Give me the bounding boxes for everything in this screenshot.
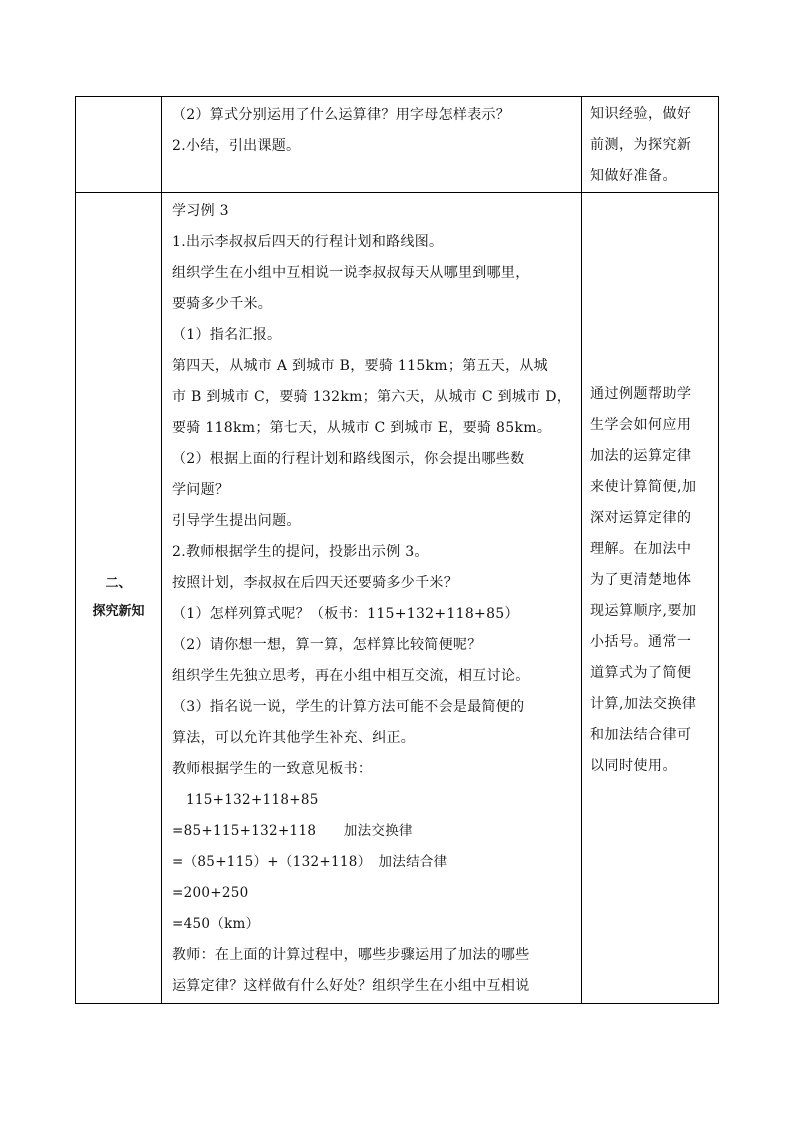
- calculation-line: =200+250: [172, 885, 249, 901]
- calculation-line: 115+132+118+85: [186, 792, 319, 808]
- calculation-line: =85+115+132+118 加法交换律: [172, 823, 413, 839]
- intent-line: 加法的运算定律: [590, 448, 692, 464]
- table-row-intro: [76, 97, 719, 193]
- calculation-line: =（85+115）+（132+118） 加法结合律: [172, 854, 448, 870]
- content-line: 算法，可以允许其他学生补充、纠正。: [172, 730, 416, 746]
- content-line: 市 B 到城市 C，要骑 132km；第六天，从城市 C 到城市 D，: [172, 389, 572, 405]
- content-line: 组织学生先独立思考，再在小组中相互交流，相互讨论。: [172, 668, 530, 684]
- intent-line: 现运算顺序,要加: [590, 603, 697, 619]
- intent-line: 计算,加法交换律: [590, 696, 697, 712]
- content-line: 按照计划，李叔叔在后四天还要骑多少千米？: [172, 575, 458, 591]
- intent-line: 理解。在加法中: [590, 541, 692, 557]
- intent-cell-explore: [582, 193, 719, 1004]
- stage-cell: [76, 193, 162, 1004]
- stage-title: 探究新知: [92, 604, 145, 619]
- intent-line: 和加法结合律可: [590, 727, 692, 743]
- table-row-explore: [76, 193, 719, 1004]
- calculation-line: =450（km）: [172, 916, 260, 932]
- intent-line: 小括号。通常一: [590, 634, 692, 650]
- content-line: 要骑多少千米。: [172, 296, 273, 312]
- intent-cell-intro: [582, 97, 719, 193]
- intent-line: 前测，为探究新: [590, 137, 692, 153]
- intent-line: 道算式为了简便: [590, 665, 692, 681]
- content-cell-explore: [162, 193, 582, 1004]
- intent-line: 通过例题帮助学: [590, 386, 692, 402]
- intent-line: 生学会如何应用: [590, 417, 692, 433]
- content-line: 第四天，从城市 A 到城市 B，要骑 115km；第五天，从城: [172, 358, 548, 374]
- intent-line: 知识经验，做好: [590, 106, 692, 122]
- content-line: （1）指名汇报。: [172, 327, 282, 343]
- intent-line: 来使计算简便,加: [590, 479, 697, 495]
- content-line: 学习例 3: [172, 203, 229, 219]
- content-line: 教师：在上面的计算过程中，哪些步骤运用了加法的哪些: [172, 947, 530, 963]
- content-line: 1.出示李叔叔后四天的行程计划和路线图。: [172, 234, 444, 250]
- content-line: 组织学生在小组中互相说一说李叔叔每天从哪里到哪里，: [172, 265, 530, 281]
- content-cell-intro: [162, 97, 582, 193]
- content-line: 要骑 118km；第七天，从城市 C 到城市 E，要骑 85km。: [172, 420, 552, 436]
- intent-line: 深对运算定律的: [590, 510, 692, 526]
- content-line: 引导学生提出问题。: [172, 513, 301, 529]
- lesson-plan-table: [75, 96, 719, 1004]
- stage-number: 二、: [105, 576, 132, 591]
- content-line: 学问题？: [172, 482, 230, 498]
- content-line: （3）指名说一说，学生的计算方法可能不会是最简便的: [172, 699, 525, 715]
- intent-line: 以同时使用。: [590, 758, 677, 774]
- content-line: （2）请你想一想，算一算，怎样算比较简便呢？: [172, 637, 482, 653]
- intent-line: 知做好准备。: [590, 168, 677, 184]
- content-line: （2）根据上面的行程计划和路线图示，你会提出哪些数: [172, 451, 525, 467]
- stage-cell-empty: [76, 97, 162, 193]
- content-line: （1）怎样列算式呢？（板书：115+132+118+85）: [172, 606, 519, 622]
- content-line: （2）算式分别运用了什么运算律？用字母怎样表示？: [172, 107, 511, 123]
- intent-line: 为了更清楚地体: [590, 572, 692, 588]
- content-line: 教师根据学生的一致意见板书：: [172, 761, 373, 777]
- content-line: 2.教师根据学生的提问，投影出示例 3。: [172, 544, 429, 560]
- content-line: 运算定律？这样做有什么好处？组织学生在小组中互相说: [172, 978, 530, 994]
- content-line: 2.小结，引出课题。: [172, 138, 301, 154]
